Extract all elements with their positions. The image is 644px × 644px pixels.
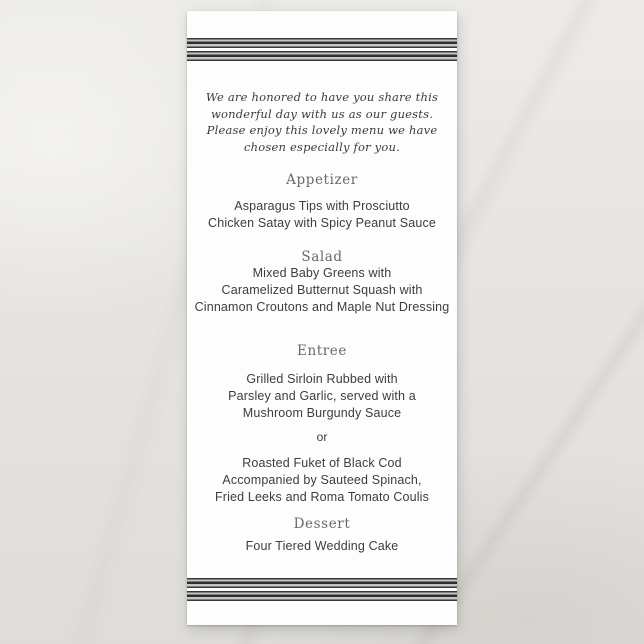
or-separator: or	[316, 430, 328, 444]
entree-heading: Entree	[296, 343, 347, 359]
menu-item-line: Cinnamon Croutons and Maple Nut Dressing	[194, 300, 450, 314]
menu-item-line: Roasted Fuket of Black Cod	[242, 456, 402, 470]
appetizer-heading: Appetizer	[286, 172, 358, 188]
stripe-track	[187, 51, 457, 61]
stripe-track	[187, 578, 457, 588]
menu-item-line: Mixed Baby Greens with	[252, 266, 392, 280]
menu-item-line: Four Tiered Wedding Cake	[245, 539, 399, 553]
intro-line: Please enjoy this lovely menu we have	[206, 123, 438, 137]
menu-item-line: Caramelized Butternut Squash with	[221, 283, 423, 297]
salad-heading: Salad	[301, 249, 343, 265]
menu-item-line: Chicken Satay with Spicy Peanut Sauce	[208, 216, 436, 230]
appetizer-items	[187, 198, 457, 232]
menu-item-line: Accompanied by Sauteed Spinach,	[222, 473, 422, 487]
menu-item-line: Mushroom Burgundy Sauce	[242, 406, 402, 420]
intro-message	[187, 89, 457, 155]
intro-line: chosen especially for you.	[244, 139, 400, 154]
dessert-items	[187, 538, 457, 555]
menu-item-line: Asparagus Tips with Prosciutto	[234, 199, 410, 213]
intro-line: wonderful day with us as our guests.	[210, 106, 434, 121]
entree-option1-items	[187, 371, 457, 422]
salad-items	[187, 265, 457, 316]
menu-card	[187, 11, 457, 625]
intro-line: We are honored to have you share this	[205, 90, 439, 104]
bottom-border-stripes	[187, 578, 457, 601]
stripe-track	[187, 591, 457, 601]
menu-item-line: Grilled Sirloin Rubbed with	[246, 372, 398, 386]
entree-option2-items	[187, 455, 457, 506]
menu-item-line: Parsley and Garlic, served with a	[228, 389, 416, 403]
stripe-track	[187, 38, 457, 48]
top-border-stripes	[187, 38, 457, 61]
dessert-heading: Dessert	[293, 516, 351, 532]
menu-item-line: Fried Leeks and Roma Tomato Coulis	[215, 490, 429, 504]
